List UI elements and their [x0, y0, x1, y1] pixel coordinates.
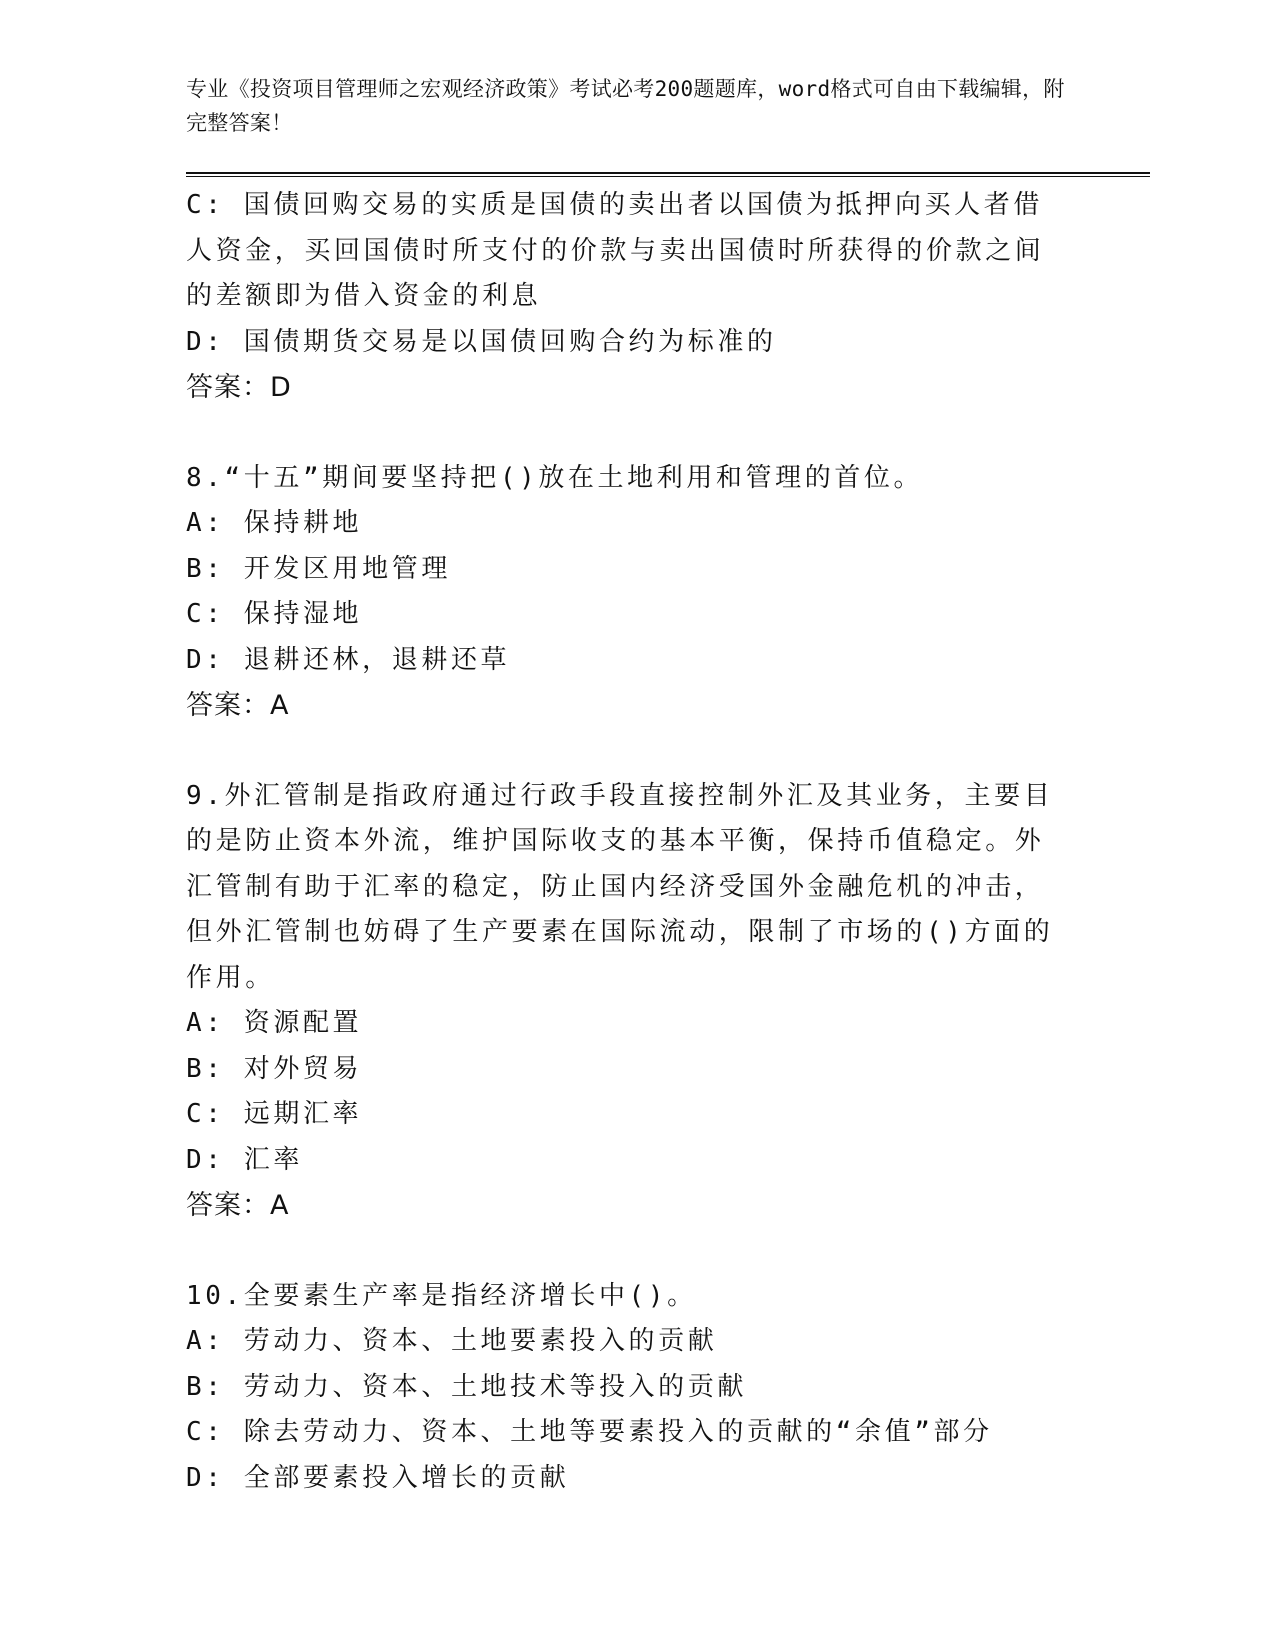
option-c: C: 除去劳动力、资本、土地等要素投入的贡献的“余值”部分 — [186, 1417, 993, 1447]
option-d: D: 全部要素投入增长的贡献 — [186, 1462, 570, 1493]
option-c: C: 国债回购交易的实质是国债的卖出者以国债为抵押向买人者借人资金，买回国债时所支付的价款与卖出国债时所获得的价款之间的差额即为借入资金的利息 — [186, 190, 1045, 311]
question-9 — [186, 774, 1066, 1229]
document-page — [186, 72, 1150, 1501]
option-b: B: 劳动力、资本、土地技术等投入的贡献 — [186, 1371, 747, 1402]
option-d: D: 国债期货交易是以国债回购合约为标准的 — [186, 326, 777, 357]
option-b: B: 对外贸易 — [186, 1053, 363, 1084]
answer-line: 答案：D — [186, 372, 292, 403]
question-stem: 9.外汇管制是指政府通过行政手段直接控制外汇及其业务，主要目的是防止资本外流，维护国际收支的基本平衡，保持币值稳定。外汇管制有助于汇率的稳定，防止国内经济受国外金融危机的冲击，但外汇管制也妨碍了生产要素在国际流动，限制了市场的()方面的作用。 — [186, 780, 1054, 993]
option-c: C: 保持湿地 — [186, 599, 363, 629]
option-d: D: 汇率 — [186, 1144, 303, 1175]
document-body — [186, 183, 1066, 1501]
option-c: C: 远期汇率 — [186, 1099, 363, 1129]
question-10 — [186, 1274, 1066, 1502]
option-b: B: 开发区用地管理 — [186, 553, 451, 584]
question-stem: 8.“十五”期间要坚持把()放在土地利用和管理的首位。 — [186, 462, 924, 493]
answer-line: 答案：A — [186, 690, 290, 721]
document-header: 专业《投资项目管理师之宏观经济政策》考试必考200题题库，word格式可自由下载编辑，附完整答案！ — [186, 77, 1065, 135]
answer-line: 答案：A — [186, 1190, 290, 1221]
option-a: A: 保持耕地 — [186, 508, 363, 538]
option-d: D: 退耕还林，退耕还草 — [186, 644, 511, 675]
question-stem: 10.全要素生产率是指经济增长中()。 — [186, 1280, 697, 1311]
question-8 — [186, 456, 1066, 729]
continued-question — [186, 183, 1066, 411]
header-divider — [186, 172, 1150, 177]
option-a: A: 资源配置 — [186, 1008, 363, 1038]
option-a: A: 劳动力、资本、土地要素投入的贡献 — [186, 1326, 718, 1356]
